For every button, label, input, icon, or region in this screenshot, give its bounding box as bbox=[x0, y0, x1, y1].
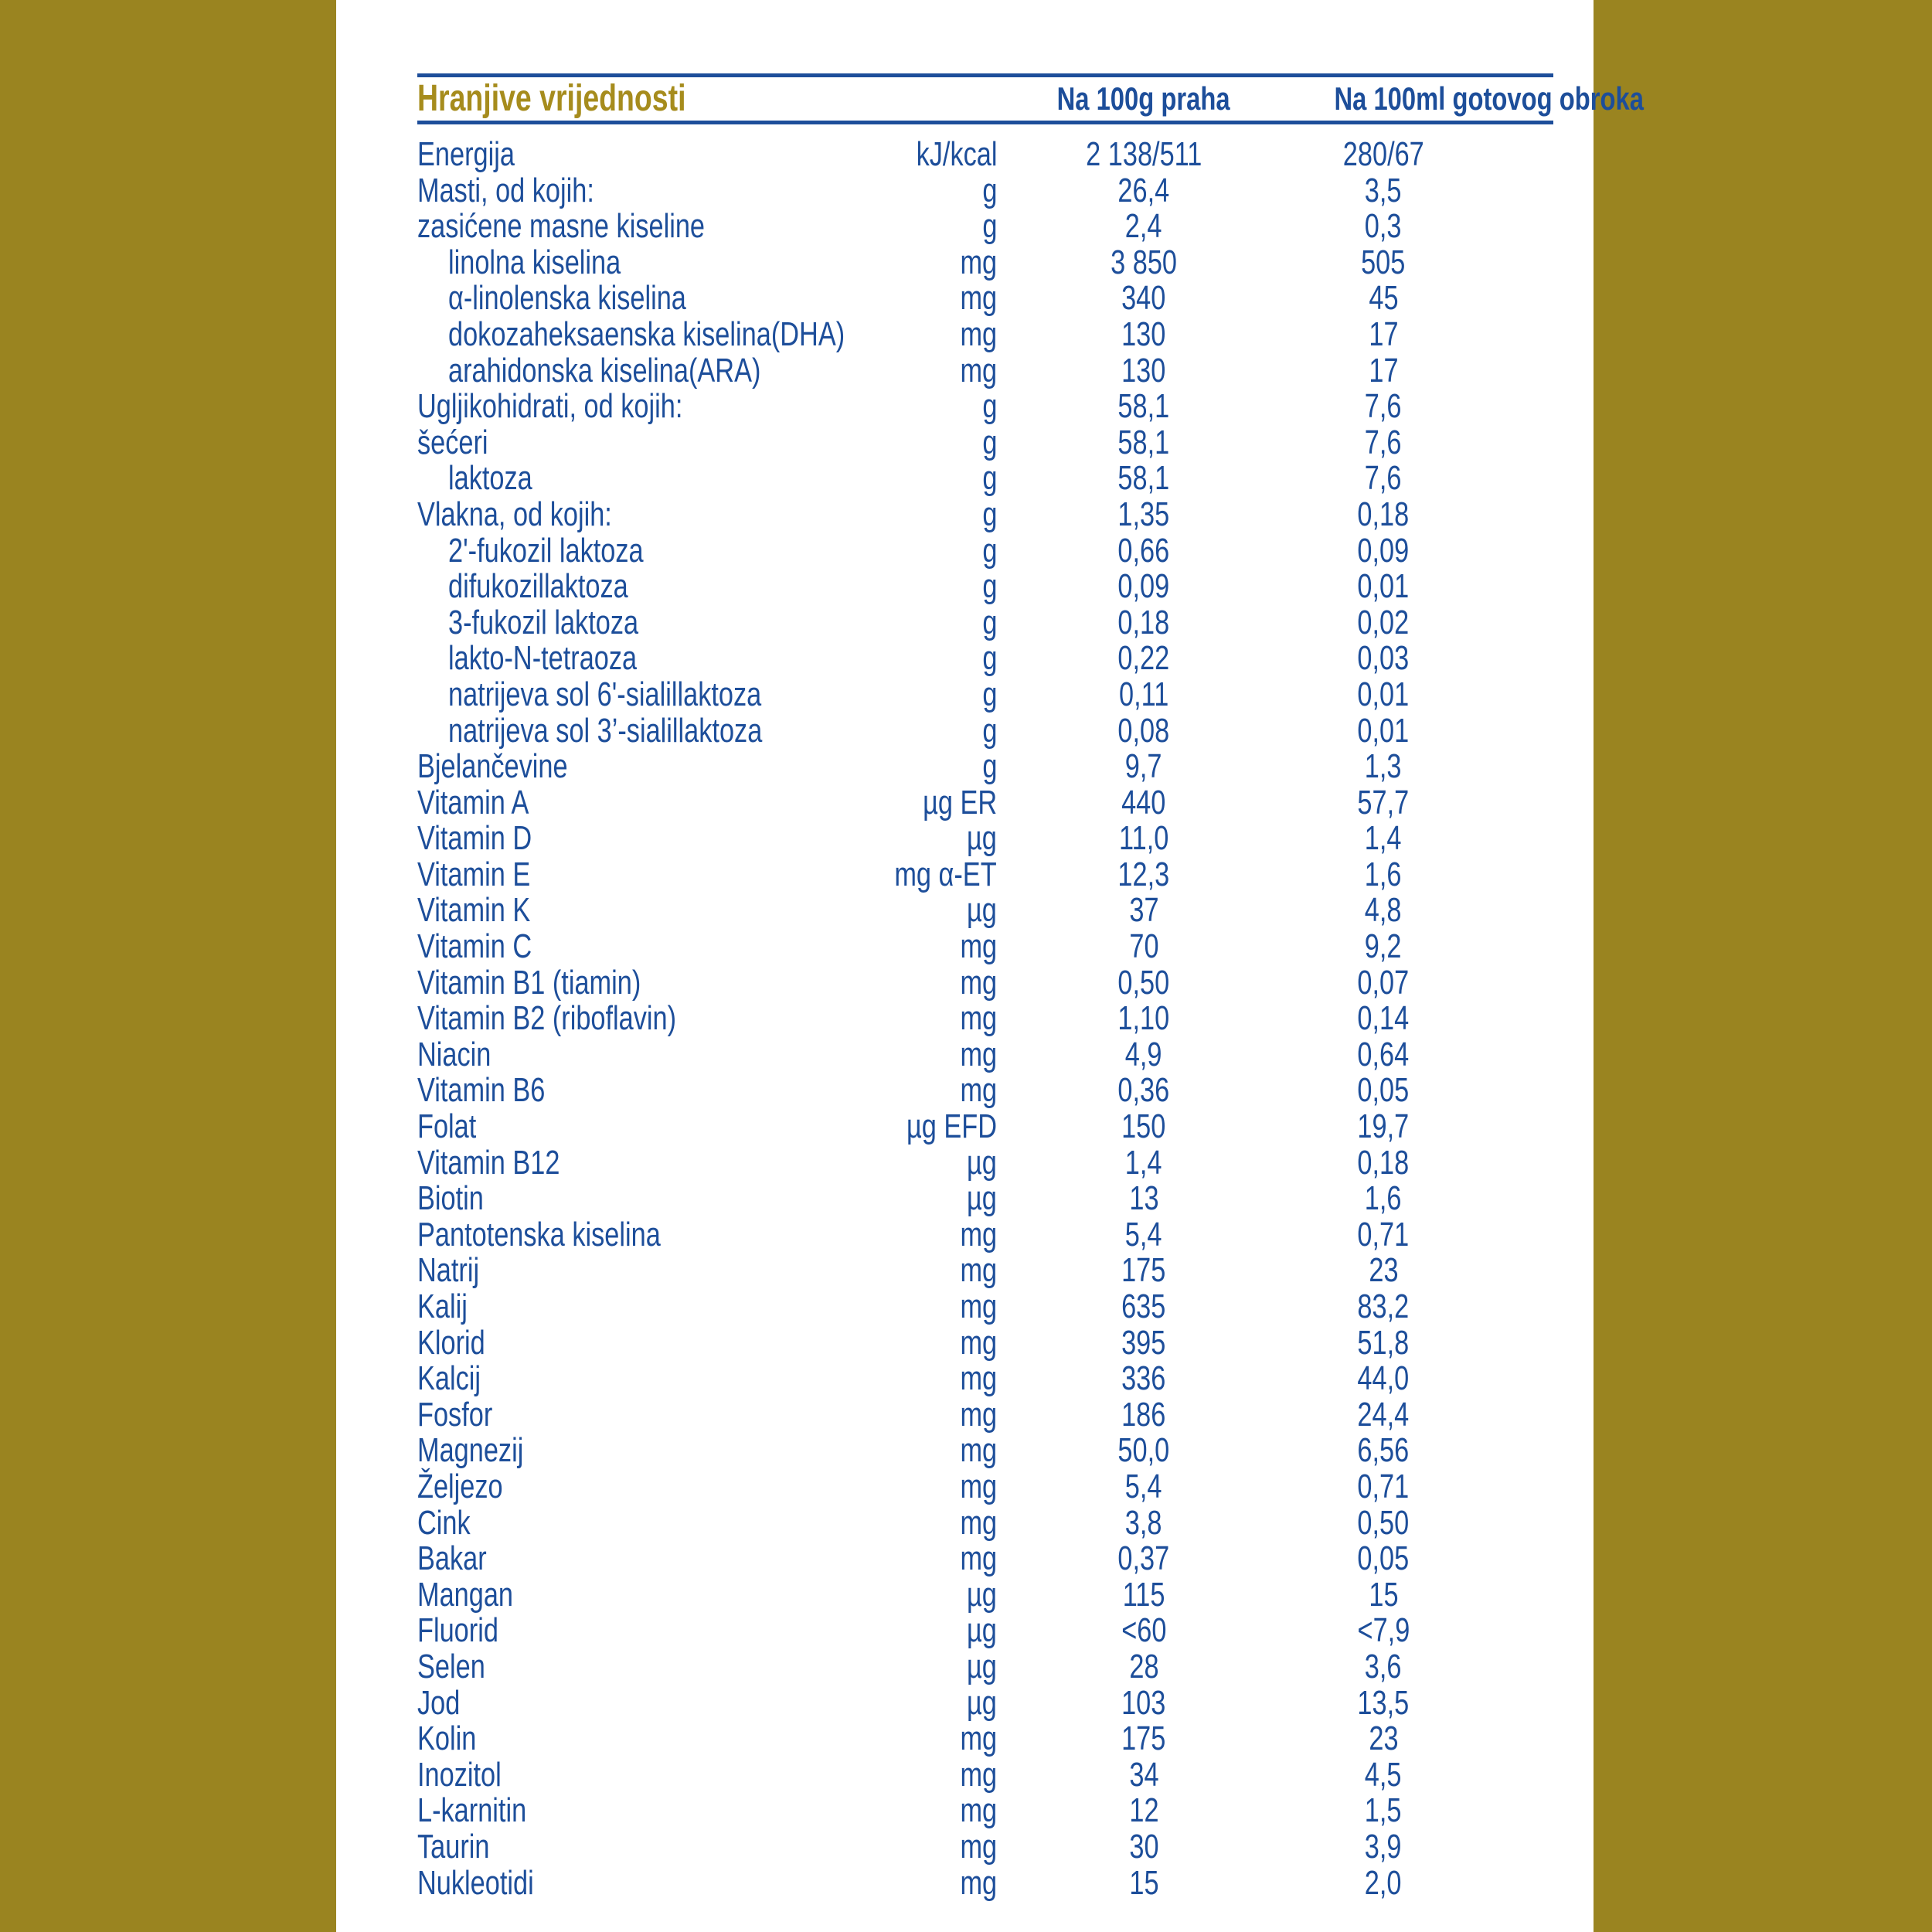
nutrient-label: laktoza bbox=[448, 459, 532, 498]
value-per-100g: 336 bbox=[1121, 1359, 1166, 1398]
nutrient-label: Pantotenska kiselina bbox=[417, 1215, 661, 1253]
column-header-per-100ml-prepared: Na 100ml gotovog obroka bbox=[1334, 80, 1644, 117]
nutrient-label: Cink bbox=[417, 1503, 471, 1542]
value-per-100ml: 4,5 bbox=[1365, 1755, 1402, 1794]
nutrient-unit: g bbox=[981, 639, 997, 678]
nutrient-unit: µg ER bbox=[922, 783, 997, 821]
value-per-100ml: 23 bbox=[1368, 1251, 1399, 1290]
value-per-100ml: 44,0 bbox=[1357, 1359, 1410, 1398]
nutrient-label: Bjelančevine bbox=[417, 747, 568, 786]
nutrient-label: Taurin bbox=[417, 1827, 490, 1866]
table-row bbox=[417, 893, 1553, 929]
value-per-100ml: <7,9 bbox=[1357, 1611, 1410, 1650]
nutrient-unit: g bbox=[981, 567, 997, 606]
value-per-100ml: 0,18 bbox=[1357, 495, 1410, 533]
nutrient-unit: µg bbox=[967, 891, 997, 930]
value-per-100g: 0,09 bbox=[1117, 567, 1170, 606]
nutrient-unit: g bbox=[981, 495, 997, 533]
table-row bbox=[417, 1685, 1553, 1722]
value-per-100ml: 280/67 bbox=[1342, 135, 1424, 173]
nutrient-unit: mg bbox=[960, 1503, 997, 1542]
table-row bbox=[417, 209, 1553, 245]
nutrient-unit: g bbox=[981, 171, 997, 209]
nutrient-label: Mangan bbox=[417, 1575, 514, 1614]
value-per-100g: 186 bbox=[1121, 1395, 1166, 1434]
nutrient-unit: mg bbox=[960, 1215, 997, 1253]
table-row bbox=[417, 749, 1553, 785]
table-row bbox=[417, 1289, 1553, 1325]
table-row bbox=[417, 1217, 1553, 1253]
nutrient-unit: mg bbox=[960, 1827, 997, 1866]
table-row bbox=[417, 281, 1553, 317]
value-per-100ml: 0,71 bbox=[1357, 1467, 1410, 1505]
value-per-100ml: 2,0 bbox=[1365, 1863, 1402, 1902]
nutrient-unit: mg bbox=[960, 1431, 997, 1470]
table-row bbox=[417, 1397, 1553, 1434]
value-per-100ml: 0,05 bbox=[1357, 1539, 1410, 1578]
nutrient-unit: mg bbox=[960, 1323, 997, 1362]
nutrient-label: Fluorid bbox=[417, 1611, 498, 1650]
table-row bbox=[417, 137, 1553, 173]
value-per-100g: 395 bbox=[1121, 1323, 1166, 1362]
nutrient-label: Vitamin A bbox=[417, 783, 529, 821]
nutrient-label: Energija bbox=[417, 135, 515, 173]
table-row bbox=[417, 1469, 1553, 1505]
value-per-100g: 58,1 bbox=[1117, 423, 1170, 461]
nutrient-label: Vlakna, od kojih: bbox=[417, 495, 612, 533]
nutrient-unit: g bbox=[981, 423, 997, 461]
value-per-100ml: 19,7 bbox=[1357, 1107, 1410, 1146]
nutrient-label: Vitamin B2 (riboflavin) bbox=[417, 999, 677, 1038]
value-per-100ml: 0,18 bbox=[1357, 1143, 1410, 1182]
value-per-100g: 28 bbox=[1128, 1647, 1159, 1685]
nutrient-label: Vitamin K bbox=[417, 891, 531, 930]
nutrient-label: 2'-fukozil laktoza bbox=[448, 531, 644, 570]
value-per-100g: 26,4 bbox=[1117, 171, 1170, 209]
nutrient-unit: mg bbox=[960, 1035, 997, 1073]
nutrient-unit: µg EFD bbox=[906, 1107, 997, 1146]
value-per-100g: 150 bbox=[1121, 1107, 1166, 1146]
table-row bbox=[417, 353, 1553, 389]
table-row bbox=[417, 1863, 1553, 1902]
table-row bbox=[417, 1757, 1553, 1794]
value-per-100g: 0,66 bbox=[1117, 531, 1170, 570]
value-per-100ml: 7,6 bbox=[1365, 387, 1402, 426]
table-row bbox=[417, 821, 1553, 857]
nutrient-label: Selen bbox=[417, 1647, 485, 1685]
value-per-100ml: 7,6 bbox=[1365, 423, 1402, 461]
value-per-100g: 175 bbox=[1121, 1251, 1166, 1290]
value-per-100g: 3,8 bbox=[1125, 1503, 1162, 1542]
value-per-100g: 1,4 bbox=[1125, 1143, 1162, 1182]
value-per-100g: 0,22 bbox=[1117, 639, 1170, 678]
table-row bbox=[417, 245, 1553, 281]
value-per-100ml: 0,64 bbox=[1357, 1035, 1410, 1073]
nutrient-unit: mg bbox=[960, 1863, 997, 1902]
page-title: Hranjive vrijednosti bbox=[417, 78, 686, 119]
value-per-100g: 50,0 bbox=[1117, 1431, 1170, 1470]
nutrient-unit: µg bbox=[967, 819, 997, 858]
value-per-100g: 103 bbox=[1121, 1683, 1166, 1722]
value-per-100ml: 15 bbox=[1368, 1575, 1399, 1614]
value-per-100g: 12,3 bbox=[1117, 855, 1170, 893]
value-per-100g: 70 bbox=[1128, 927, 1159, 966]
nutrient-unit-cell bbox=[850, 1863, 997, 1910]
value-per-100ml: 0,3 bbox=[1365, 207, 1402, 246]
table-row bbox=[417, 497, 1553, 533]
nutrient-unit: g bbox=[981, 747, 997, 786]
nutrient-label-cell bbox=[417, 1863, 850, 1910]
value-per-100ml: 0,05 bbox=[1357, 1071, 1410, 1110]
nutrient-unit: mg bbox=[960, 351, 997, 389]
value-per-100ml: 3,6 bbox=[1365, 1647, 1402, 1685]
nutrient-unit: g bbox=[981, 387, 997, 426]
nutrient-unit: g bbox=[981, 459, 997, 498]
table-row bbox=[417, 641, 1553, 677]
value-per-100g: 12 bbox=[1128, 1791, 1159, 1830]
value-per-100g: 13 bbox=[1128, 1179, 1159, 1218]
nutrition-table bbox=[336, 0, 1644, 1902]
nutrient-label: Vitamin E bbox=[417, 855, 531, 893]
table-row bbox=[417, 1037, 1553, 1073]
nutrient-unit: g bbox=[981, 603, 997, 641]
table-row bbox=[417, 965, 1553, 1002]
value-per-100ml: 17 bbox=[1368, 351, 1399, 389]
value-per-100ml: 17 bbox=[1368, 315, 1399, 353]
value-per-100g: 2,4 bbox=[1125, 207, 1162, 246]
table-row bbox=[417, 173, 1553, 209]
nutrient-unit: mg bbox=[960, 1755, 997, 1794]
value-per-100g: 5,4 bbox=[1125, 1467, 1162, 1505]
value-per-100g: 115 bbox=[1122, 1575, 1165, 1614]
value-per-100g: 0,11 bbox=[1118, 675, 1169, 713]
nutrient-label: Kolin bbox=[417, 1719, 477, 1758]
value-per-100g: 175 bbox=[1121, 1719, 1166, 1758]
table-row bbox=[417, 1541, 1553, 1577]
value-per-100g: 2 138/511 bbox=[1085, 135, 1202, 173]
value-per-100g: 9,7 bbox=[1125, 747, 1162, 786]
nutrient-unit: mg bbox=[960, 1359, 997, 1398]
nutrient-label: difukozillaktoza bbox=[448, 567, 628, 606]
table-row bbox=[417, 1253, 1553, 1289]
nutrient-label: natrijeva sol 3’-sialillaktoza bbox=[448, 711, 763, 750]
value-per-100g-cell bbox=[997, 1863, 1291, 1910]
value-per-100ml: 7,6 bbox=[1365, 459, 1402, 498]
table-row bbox=[417, 1109, 1553, 1145]
value-per-100g: 58,1 bbox=[1117, 459, 1170, 498]
nutrient-label: Jod bbox=[417, 1683, 461, 1722]
value-per-100ml: 0,09 bbox=[1357, 531, 1410, 570]
nutrient-unit: g bbox=[981, 207, 997, 246]
value-per-100ml: 51,8 bbox=[1357, 1323, 1410, 1362]
table-row bbox=[417, 1145, 1553, 1182]
table-row bbox=[417, 1001, 1553, 1037]
table-row bbox=[417, 1325, 1553, 1362]
value-per-100ml: 1,3 bbox=[1365, 747, 1402, 786]
value-per-100ml: 0,01 bbox=[1357, 675, 1410, 713]
nutrient-label: Kalij bbox=[417, 1287, 468, 1325]
value-per-100ml: 3,9 bbox=[1365, 1827, 1402, 1866]
value-per-100ml: 83,2 bbox=[1357, 1287, 1410, 1325]
nutrient-label: Vitamin D bbox=[417, 819, 532, 858]
nutrient-unit: mg α-ET bbox=[894, 855, 997, 893]
nutrient-label: arahidonska kiselina(ARA) bbox=[448, 351, 761, 389]
value-per-100g: 34 bbox=[1128, 1755, 1159, 1794]
table-row bbox=[417, 1505, 1553, 1542]
value-per-100ml: 0,14 bbox=[1357, 999, 1410, 1038]
nutrient-label: Biotin bbox=[417, 1179, 484, 1218]
table-row bbox=[417, 1793, 1553, 1829]
value-per-100ml: 9,2 bbox=[1365, 927, 1402, 966]
nutrient-label: lakto-N-tetraoza bbox=[448, 639, 638, 678]
nutrient-label: Klorid bbox=[417, 1323, 485, 1362]
value-per-100g: 0,37 bbox=[1117, 1539, 1170, 1578]
value-per-100g: 0,08 bbox=[1117, 711, 1170, 750]
nutrient-unit: mg bbox=[960, 1791, 997, 1830]
table-row bbox=[417, 1721, 1553, 1757]
nutrient-label: natrijeva sol 6'-sialillaktoza bbox=[448, 675, 762, 713]
value-per-100ml: 6,56 bbox=[1357, 1431, 1410, 1470]
table-row bbox=[417, 389, 1553, 425]
value-per-100g: 5,4 bbox=[1125, 1215, 1162, 1253]
nutrient-label: zasićene masne kiseline bbox=[417, 207, 705, 246]
table-row bbox=[417, 461, 1553, 497]
nutrient-label: Ugljikohidrati, od kojih: bbox=[417, 387, 683, 426]
nutrient-label: Bakar bbox=[417, 1539, 487, 1578]
table-row bbox=[417, 569, 1553, 605]
table-row bbox=[417, 1073, 1553, 1109]
nutrient-label: dokozaheksaenska kiselina(DHA) bbox=[448, 315, 845, 353]
nutrient-unit: g bbox=[981, 675, 997, 713]
nutrient-label: Folat bbox=[417, 1107, 477, 1146]
nutrient-unit: mg bbox=[960, 279, 997, 318]
table-row bbox=[417, 713, 1553, 750]
value-per-100ml: 13,5 bbox=[1357, 1683, 1410, 1722]
nutrient-unit: mg bbox=[960, 1539, 997, 1578]
value-per-100ml: 505 bbox=[1361, 243, 1406, 281]
value-per-100ml: 45 bbox=[1368, 279, 1399, 318]
value-per-100g: <60 bbox=[1121, 1611, 1167, 1650]
value-per-100ml: 0,01 bbox=[1357, 711, 1410, 750]
nutrient-unit: mg bbox=[960, 999, 997, 1038]
nutrient-label: Željezo bbox=[417, 1467, 503, 1505]
nutrient-unit: µg bbox=[967, 1143, 997, 1182]
nutrient-label: Vitamin C bbox=[417, 927, 532, 966]
table-row bbox=[417, 1181, 1553, 1217]
nutrient-label: Vitamin B1 (tiamin) bbox=[417, 963, 641, 1002]
nutrient-unit: g bbox=[981, 711, 997, 750]
table-row bbox=[417, 1577, 1553, 1614]
nutrient-unit: mg bbox=[960, 1071, 997, 1110]
value-per-100ml-cell bbox=[1291, 1863, 1476, 1910]
nutrient-label: Natrij bbox=[417, 1251, 480, 1290]
value-per-100g: 11,0 bbox=[1118, 819, 1169, 858]
value-per-100g: 3 850 bbox=[1111, 243, 1177, 281]
table-row bbox=[417, 1649, 1553, 1685]
nutrient-unit: kJ/kcal bbox=[916, 135, 997, 173]
table-row bbox=[417, 857, 1553, 893]
value-per-100ml: 0,02 bbox=[1357, 603, 1410, 641]
nutrient-label: Masti, od kojih: bbox=[417, 171, 594, 209]
table-row bbox=[417, 1361, 1553, 1397]
table-row bbox=[417, 317, 1553, 353]
nutrient-label: Nukleotidi bbox=[417, 1863, 534, 1902]
nutrient-unit: µg bbox=[967, 1179, 997, 1218]
value-per-100g: 58,1 bbox=[1117, 387, 1170, 426]
nutrient-unit: µg bbox=[967, 1575, 997, 1614]
nutrient-unit: mg bbox=[960, 927, 997, 966]
nutrient-label: Vitamin B12 bbox=[417, 1143, 560, 1182]
value-per-100ml: 1,6 bbox=[1365, 855, 1402, 893]
value-per-100ml: 0,03 bbox=[1357, 639, 1410, 678]
value-per-100g: 130 bbox=[1121, 351, 1166, 389]
value-per-100ml: 57,7 bbox=[1357, 783, 1410, 821]
nutrient-label: Niacin bbox=[417, 1035, 492, 1073]
nutrient-unit: mg bbox=[960, 1395, 997, 1434]
nutrient-unit: µg bbox=[967, 1647, 997, 1685]
nutrient-label: Vitamin B6 bbox=[417, 1071, 546, 1110]
nutrient-unit: mg bbox=[960, 1719, 997, 1758]
nutrient-unit: mg bbox=[960, 1287, 997, 1325]
value-per-100ml: 1,4 bbox=[1365, 819, 1402, 858]
table-row bbox=[417, 1829, 1553, 1866]
nutrition-label-panel bbox=[336, 0, 1644, 1932]
value-per-100ml: 1,5 bbox=[1365, 1791, 1402, 1830]
value-per-100g: 0,50 bbox=[1117, 963, 1170, 1002]
value-per-100ml: 23 bbox=[1368, 1719, 1399, 1758]
value-per-100ml: 0,07 bbox=[1357, 963, 1410, 1002]
value-per-100g: 1,10 bbox=[1117, 999, 1170, 1038]
nutrient-unit: mg bbox=[960, 315, 997, 353]
nutrient-label: Fosfor bbox=[417, 1395, 493, 1434]
table-header-row bbox=[417, 77, 1644, 121]
value-per-100ml: 1,6 bbox=[1365, 1179, 1402, 1218]
value-per-100ml: 3,5 bbox=[1365, 171, 1402, 209]
value-per-100ml: 0,01 bbox=[1357, 567, 1410, 606]
table-row bbox=[417, 605, 1553, 641]
nutrient-unit: mg bbox=[960, 1467, 997, 1505]
value-per-100ml: 24,4 bbox=[1357, 1395, 1410, 1434]
table-row bbox=[417, 1433, 1553, 1469]
value-per-100ml: 0,50 bbox=[1357, 1503, 1410, 1542]
column-header-per-100g-powder: Na 100g praha bbox=[1057, 80, 1230, 117]
nutrient-label: α-linolenska kiselina bbox=[448, 279, 686, 318]
value-per-100g: 1,35 bbox=[1117, 495, 1170, 533]
nutrient-unit: g bbox=[981, 531, 997, 570]
table-row bbox=[417, 1613, 1553, 1649]
nutrient-label: Inozitol bbox=[417, 1755, 502, 1794]
value-per-100g: 30 bbox=[1128, 1827, 1159, 1866]
table-row bbox=[417, 929, 1553, 965]
value-per-100ml: 0,71 bbox=[1357, 1215, 1410, 1253]
value-per-100g: 15 bbox=[1128, 1863, 1159, 1902]
value-per-100g: 37 bbox=[1128, 891, 1159, 930]
nutrient-unit: mg bbox=[960, 963, 997, 1002]
nutrient-unit: mg bbox=[960, 1251, 997, 1290]
nutrient-label: L-karnitin bbox=[417, 1791, 527, 1830]
nutrient-unit: µg bbox=[967, 1683, 997, 1722]
nutrient-label: Magnezij bbox=[417, 1431, 524, 1470]
value-per-100g: 130 bbox=[1121, 315, 1166, 353]
value-per-100g: 4,9 bbox=[1125, 1035, 1162, 1073]
nutrient-label: 3-fukozil laktoza bbox=[448, 603, 639, 641]
nutrient-label: šećeri bbox=[417, 423, 488, 461]
value-per-100g: 0,18 bbox=[1117, 603, 1170, 641]
table-row bbox=[417, 533, 1553, 570]
nutrient-unit: mg bbox=[960, 243, 997, 281]
value-per-100g: 635 bbox=[1121, 1287, 1166, 1325]
table-row bbox=[417, 425, 1553, 461]
table-row bbox=[417, 677, 1553, 713]
nutrient-rows bbox=[417, 137, 1553, 1901]
value-per-100g: 0,36 bbox=[1117, 1071, 1170, 1110]
value-per-100g: 440 bbox=[1121, 783, 1166, 821]
table-row bbox=[417, 785, 1553, 821]
value-per-100ml: 4,8 bbox=[1365, 891, 1402, 930]
value-per-100g: 340 bbox=[1121, 279, 1166, 318]
nutrient-label: linolna kiselina bbox=[448, 243, 621, 281]
nutrient-unit: µg bbox=[967, 1611, 997, 1650]
nutrient-label: Kalcij bbox=[417, 1359, 481, 1398]
